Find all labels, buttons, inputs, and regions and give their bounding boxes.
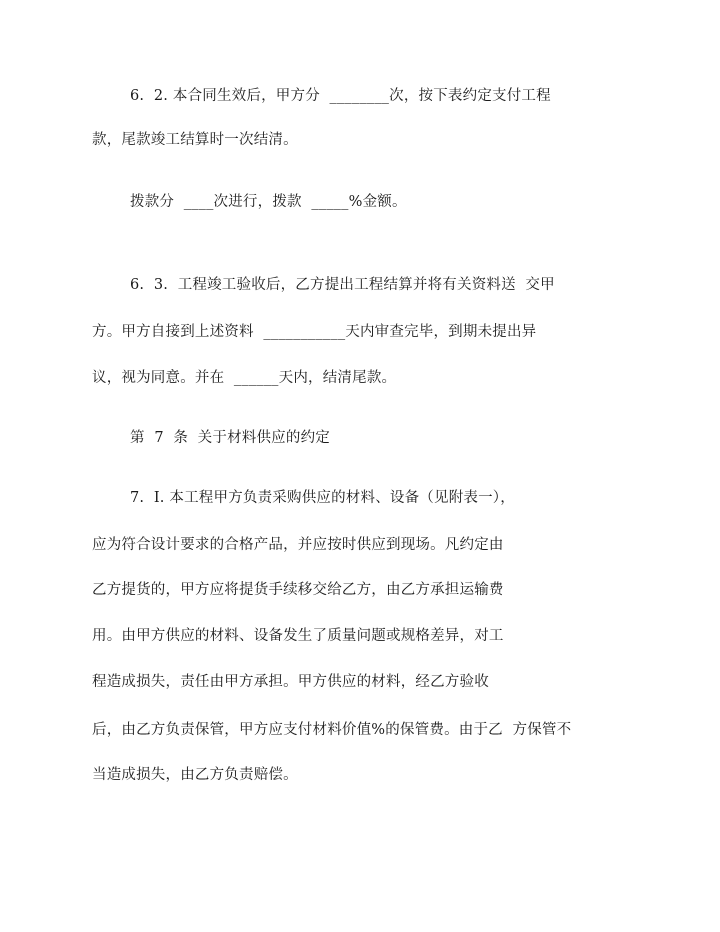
clause-7-1-line-1: 7. I. 本工程甲方负责采购供应的材料、设备（见附表一）， bbox=[130, 490, 515, 506]
article-7-heading: 第 7 条 关于材料供应的约定 bbox=[130, 430, 330, 446]
clause-6-3-line-1: 6. 3. 工程竣工验收后，乙方提出工程结算并将有关资料送 交甲 bbox=[130, 277, 555, 293]
clause-7-1-line-3: 乙方提货的，甲方应将提货手续移交给乙方，由乙方承担运输费 bbox=[92, 582, 504, 598]
clause-7-1-line-2: 应为符合设计要求的合格产品，并应按时供应到现场。凡约定由 bbox=[92, 537, 504, 553]
clause-6-2-line-1: 6. 2. 本合同生效后，甲方分 ________次，按下表约定支付工程 bbox=[130, 88, 551, 104]
clause-6-3-line-2: 方。甲方自接到上述资料 ___________天内审查完毕，到期未提出异 bbox=[92, 324, 537, 340]
clause-7-1-line-6: 后，由乙方负责保管，甲方应支付材料价值%的保管费。由于乙 方保管不 bbox=[92, 722, 572, 738]
clause-7-1-line-5: 程造成损失，责任由甲方承担。甲方供应的材料，经乙方验收 bbox=[92, 674, 489, 690]
clause-7-1-line-4: 用。由甲方供应的材料、设备发生了质量问题或规格差异，对工 bbox=[92, 628, 504, 644]
clause-6-2-payment-line: 拨款分 ____次进行，拨款 _____%金额。 bbox=[130, 194, 407, 210]
clause-7-1-line-7: 当造成损失，由乙方负责赔偿。 bbox=[92, 767, 298, 783]
clause-6-2-line-2: 款，尾款竣工结算时一次结清。 bbox=[92, 132, 298, 148]
clause-6-3-line-3: 议，视为同意。并在 ______天内，结清尾款。 bbox=[92, 370, 397, 386]
